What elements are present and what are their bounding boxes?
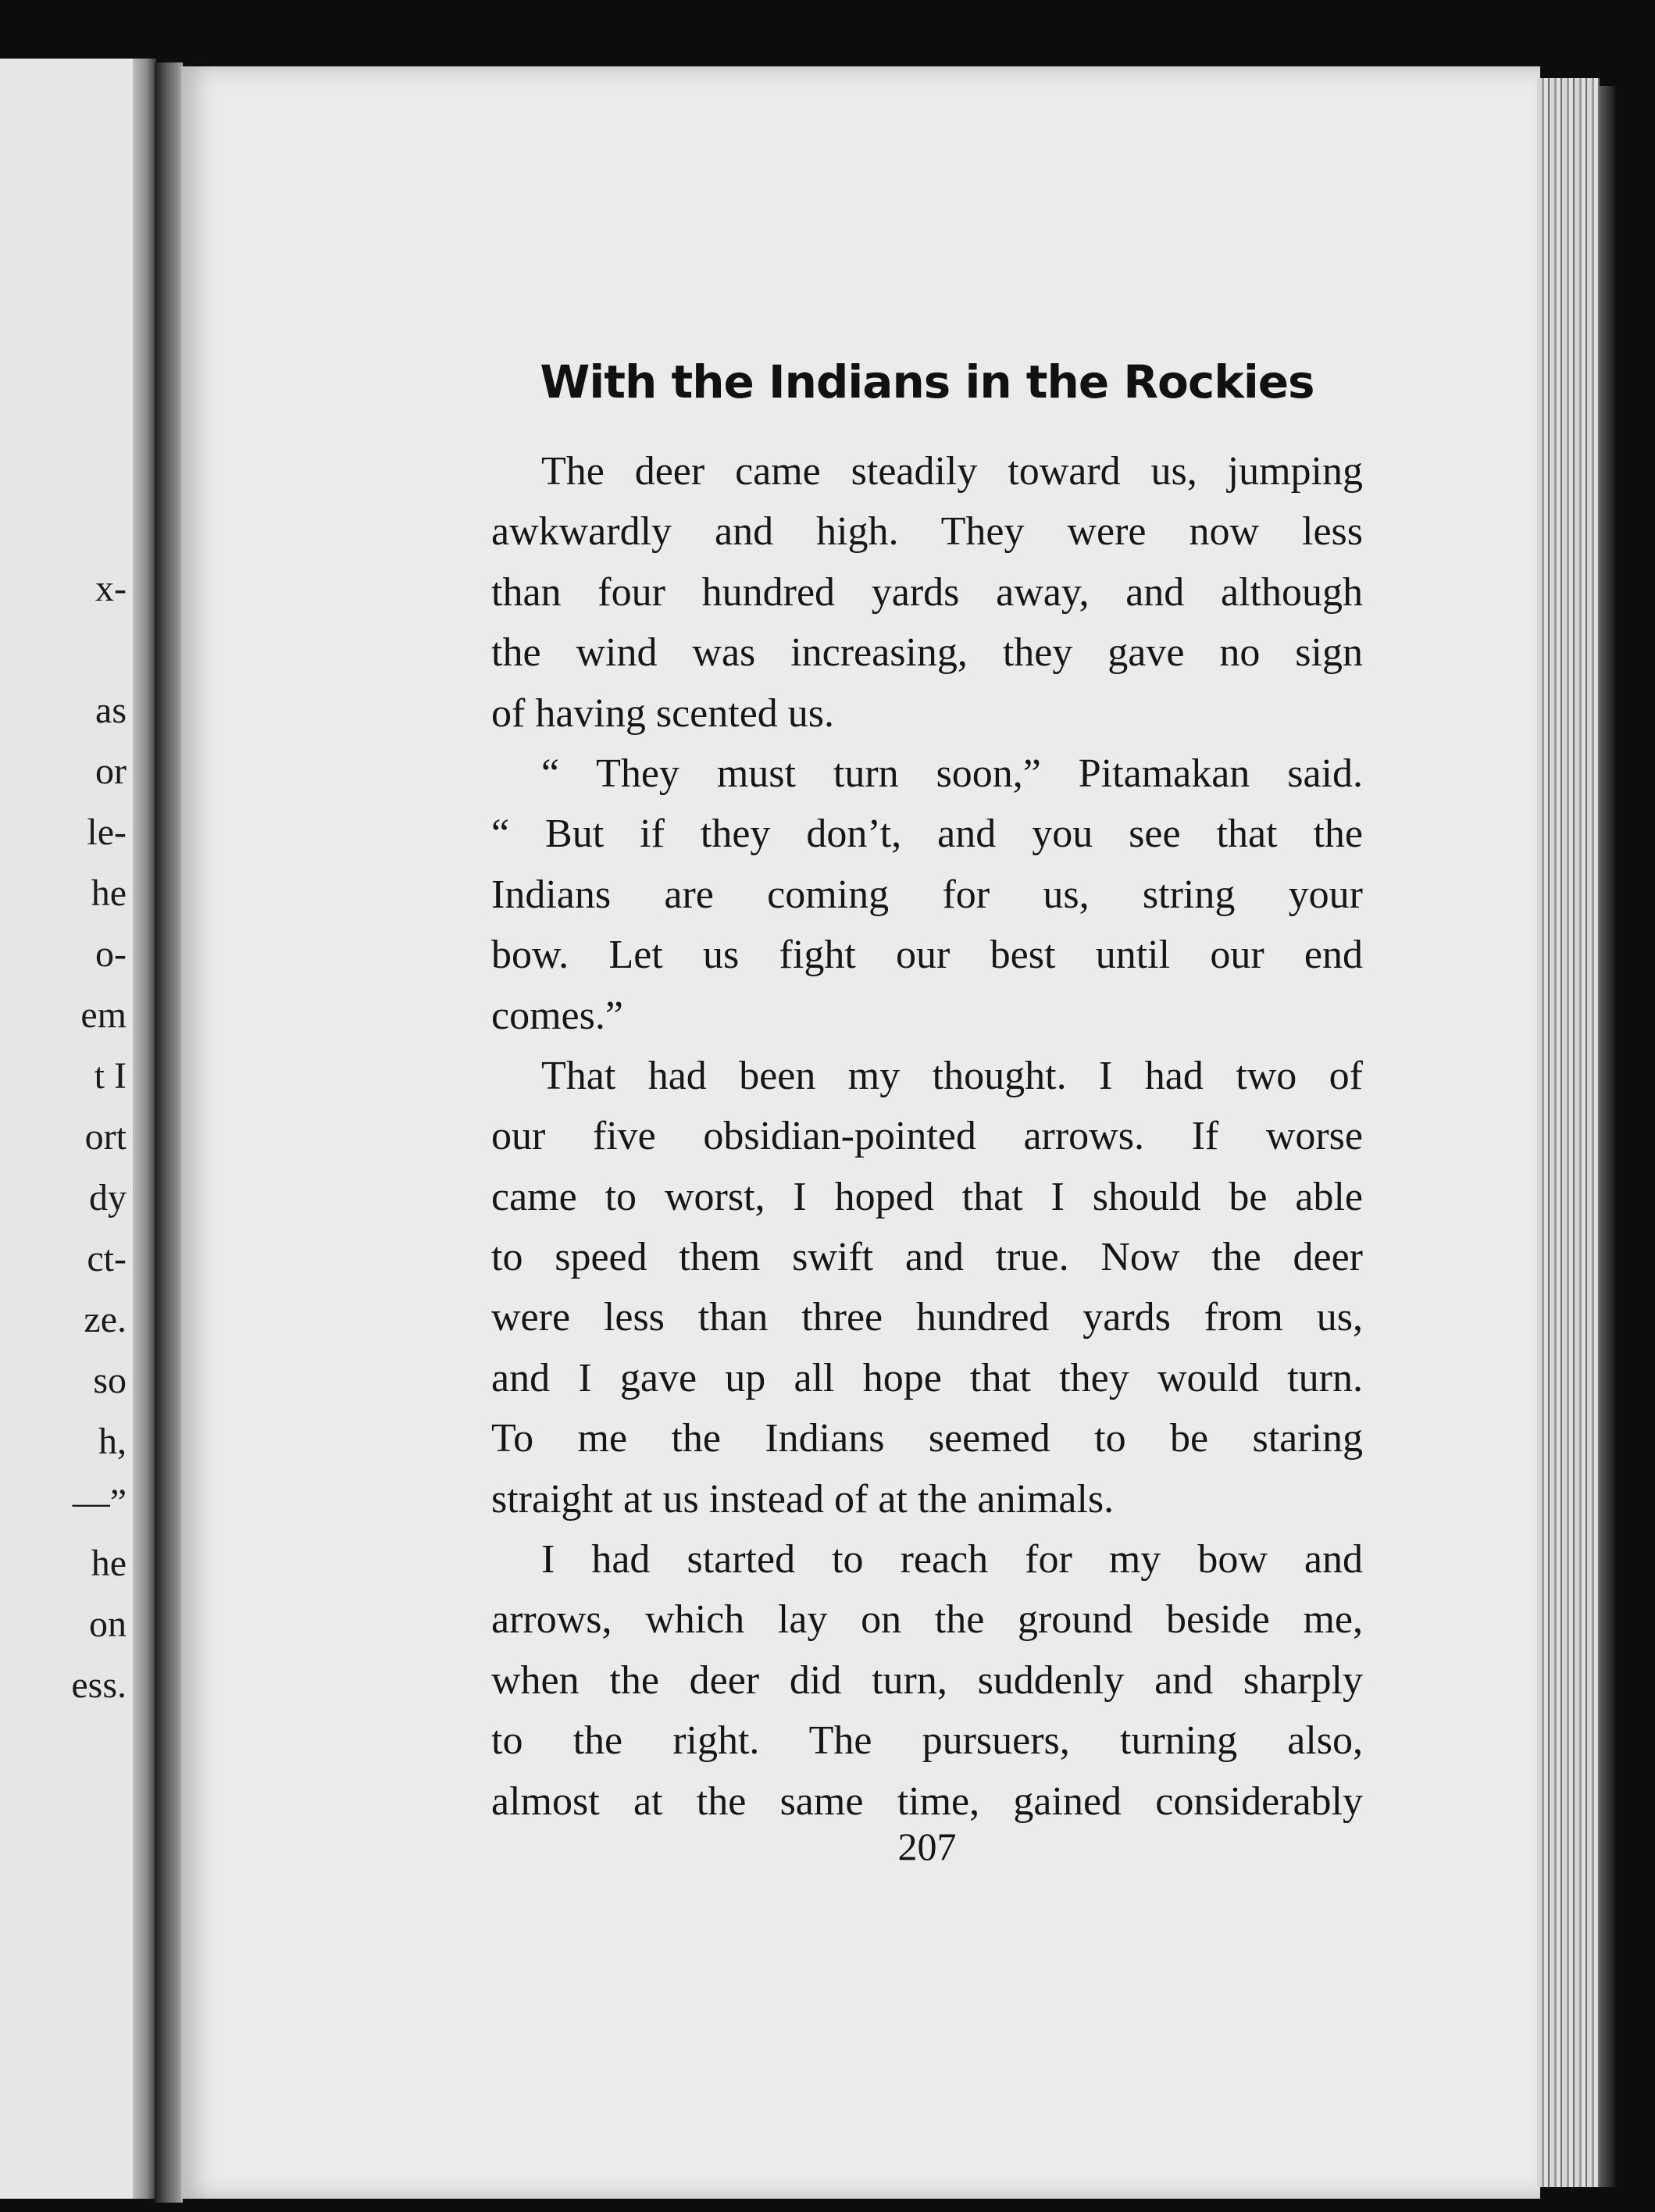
text-line: bow. Let us fight our best until our end bbox=[491, 933, 1363, 978]
text-line: That had been my thought. I had two of bbox=[541, 1053, 1363, 1098]
text-line: and I gave up all hope that they would turn. bbox=[491, 1355, 1363, 1400]
text-line: to speed them swift and true. Now the deer bbox=[491, 1235, 1363, 1280]
text-line: To me the Indians seemed to be staring bbox=[491, 1416, 1363, 1461]
left-page-line-fragment: ct- bbox=[87, 1238, 127, 1279]
text-line: when the deer did turn, suddenly and sharply bbox=[491, 1657, 1363, 1703]
left-page-line-fragment: x- bbox=[95, 568, 127, 609]
text-line: “ They must turn soon,” Pitamakan said. bbox=[541, 751, 1363, 796]
left-page-line-fragment: dy bbox=[89, 1177, 127, 1218]
left-page-line-fragment: ze. bbox=[84, 1299, 127, 1340]
book-cover-edge bbox=[1600, 86, 1615, 2187]
left-page-line-fragment bbox=[2, 619, 127, 680]
text-line: came to worst, I hoped that I should be able bbox=[491, 1174, 1363, 1219]
text-line: our five obsidian-pointed arrows. If worse bbox=[491, 1114, 1363, 1159]
right-page-edges bbox=[1537, 78, 1600, 2187]
text-line: to the right. The pursuers, turning also, bbox=[491, 1718, 1363, 1764]
body-text bbox=[491, 441, 1363, 1832]
text-line: of having scented us. bbox=[491, 690, 835, 736]
text-line: comes.” bbox=[491, 993, 623, 1038]
left-facing-page bbox=[0, 59, 156, 2199]
left-page-line-fragment: o- bbox=[95, 933, 127, 975]
left-page-line-fragment: ort bbox=[84, 1116, 127, 1158]
text-line: arrows, which lay on the ground beside me, bbox=[491, 1597, 1363, 1643]
text-line: I had started to reach for my bow and bbox=[541, 1537, 1363, 1582]
left-page-line-fragment: ess. bbox=[71, 1664, 127, 1706]
text-line: straight at us instead of at the animals. bbox=[491, 1476, 1115, 1522]
left-page-line-fragment: on bbox=[89, 1604, 127, 1645]
left-page-line-fragment: em bbox=[80, 994, 127, 1036]
left-page-text-fragments bbox=[2, 558, 127, 1716]
left-page-line-fragment: he bbox=[91, 1543, 127, 1584]
text-line: awkwardly and high. They were now less bbox=[491, 509, 1363, 555]
text-line: Indians are coming for us, string your bbox=[491, 872, 1363, 917]
book-gutter bbox=[155, 62, 183, 2203]
left-page-line-fragment: t I bbox=[94, 1055, 127, 1097]
left-page-line-fragment: le- bbox=[87, 812, 127, 853]
left-page-edges bbox=[133, 59, 156, 2199]
right-page bbox=[181, 66, 1540, 2199]
left-page-line-fragment: or bbox=[95, 751, 127, 792]
left-page-line-fragment: he bbox=[91, 872, 127, 914]
running-head: With the Indians in the Rockies bbox=[540, 355, 1314, 409]
text-line: than four hundred yards away, and although bbox=[491, 569, 1363, 615]
text-line: The deer came steadily toward us, jumping bbox=[541, 449, 1363, 494]
left-page-line-fragment: so bbox=[93, 1360, 127, 1401]
left-page-line-fragment: as bbox=[95, 690, 127, 731]
text-line: the wind was increasing, they gave no sign bbox=[491, 630, 1363, 676]
left-page-line-fragment: —” bbox=[72, 1482, 127, 1523]
page-number: 207 bbox=[897, 1825, 957, 1868]
text-line: “ But if they don’t, and you see that the bbox=[491, 812, 1363, 857]
text-line: almost at the same time, gained considerably bbox=[491, 1779, 1363, 1824]
text-line: were less than three hundred yards from us, bbox=[491, 1295, 1363, 1340]
left-page-line-fragment: h, bbox=[98, 1421, 127, 1462]
